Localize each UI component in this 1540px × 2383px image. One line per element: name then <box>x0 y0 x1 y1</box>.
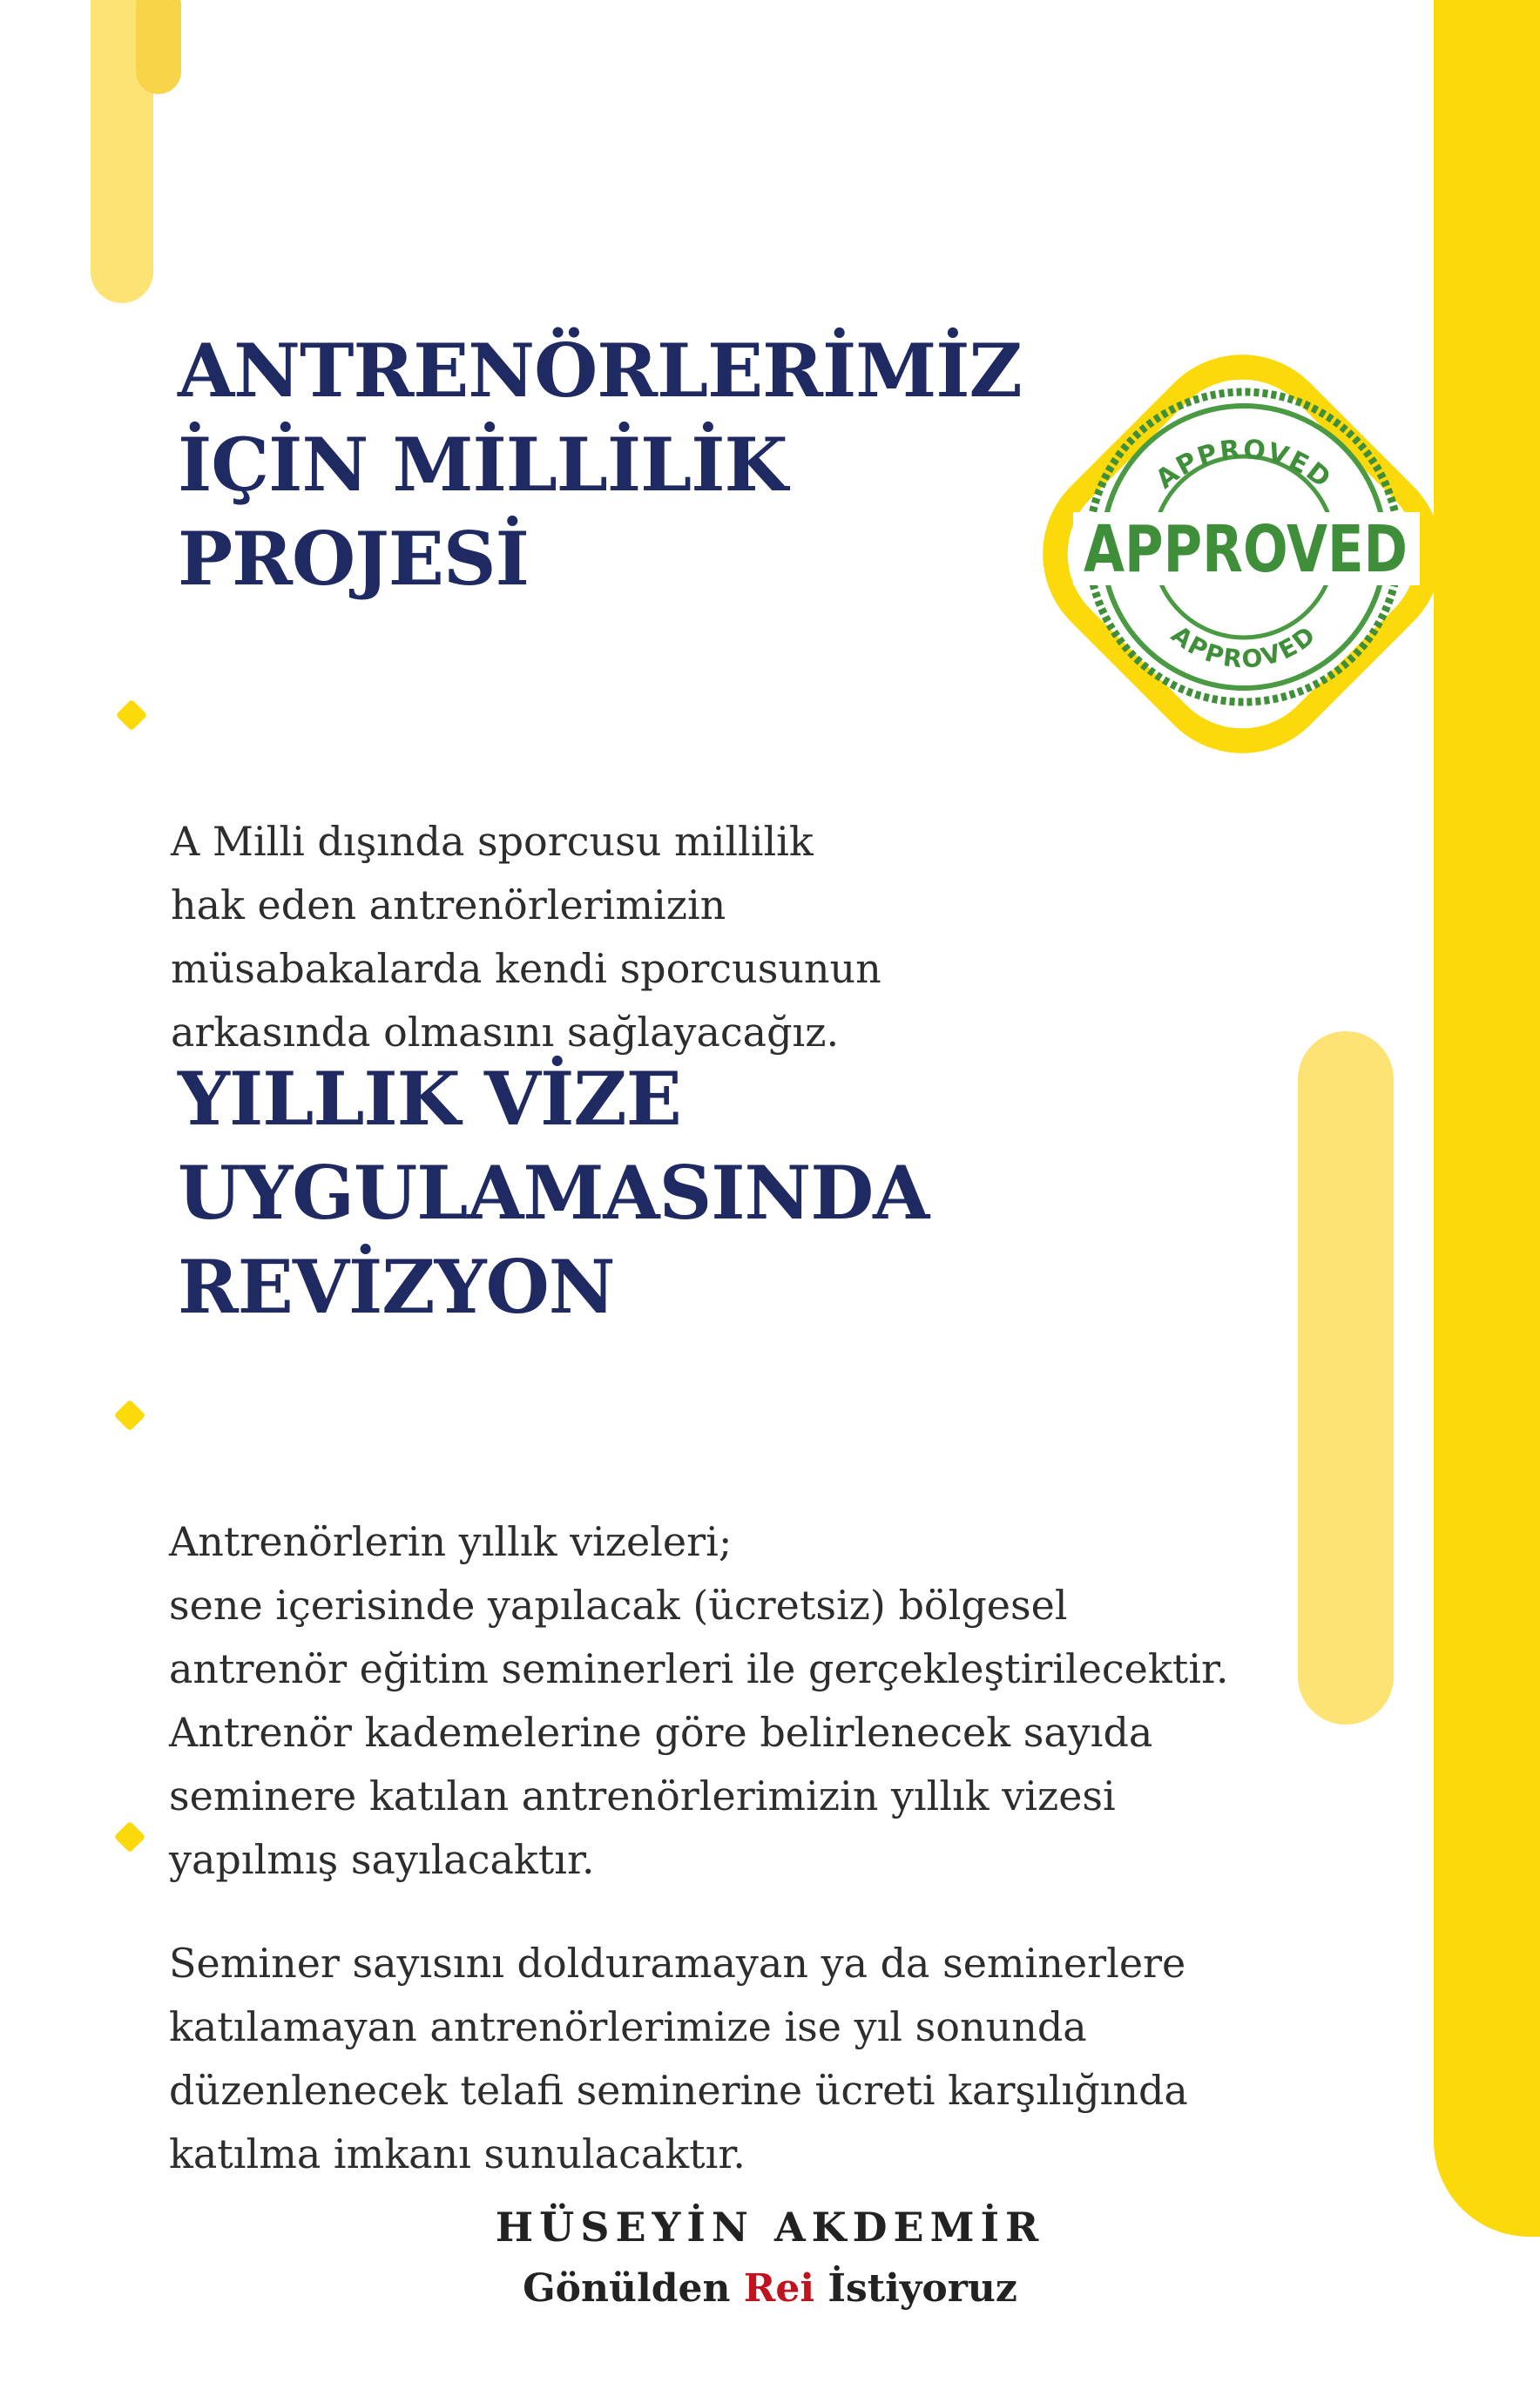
stamp-bottom-arc-text: APPROVED <box>1165 619 1322 674</box>
decorative-bar-top-left-inner <box>136 0 181 94</box>
footer-slogan-accent: Rei <box>743 2266 815 2311</box>
decorative-bar-right-middle <box>1298 1031 1394 1725</box>
stamp-center-text: APPROVED <box>1084 512 1408 587</box>
diamond-bullet-icon <box>114 1400 146 1432</box>
footer-slogan-part-1: Gönülden <box>523 2266 744 2311</box>
footer-author-name: HÜSEYİN AKDEMİR <box>495 2204 1045 2251</box>
footer <box>0 2204 1540 2311</box>
diamond-bullet-icon <box>116 699 148 732</box>
section-2-bullet-1-text: Antrenörlerin yıllık vizeleri; sene içerisinde yapılacak (ücretsiz) bölgesel antrenör eğitim seminerleri ile gerçekleştirilecektir. Antrenör kademelerine göre belirlenecek sayıda seminere katılan antrenörlerimizin yıllık vizesi yapılmış sayılacaktır. <box>169 1518 1229 1883</box>
approved-stamp-badge <box>998 310 1486 798</box>
section-2-bullet-2 <box>169 1805 1188 2186</box>
stamp-top-arc-text: APPROVED <box>1150 434 1338 496</box>
section-1-title: ANTRENÖRLERİMİZ İÇİN MİLLİLİK PROJESİ <box>178 327 1022 602</box>
section-2-bullet-2-text: Seminer sayısını dolduramayan ya da seminerlere katılamayan antrenörlerimize ise yıl sonunda düzenlenecek telafi seminerine ücreti karşılığında katılma imkanı sunulacaktır. <box>169 1940 1188 2177</box>
section-1-bullet-text: A Milli dışında sporcusu millilik hak eden antrenörlerimizin müsabakalarda kendi sporcusunun arkasında olmasını sağlayacağız. <box>171 818 881 1056</box>
footer-slogan <box>0 2266 1540 2311</box>
footer-slogan-part-2: İstiyoruz <box>814 2266 1017 2311</box>
section-1-bullet <box>171 683 881 1064</box>
diamond-bullet-icon <box>114 1821 146 1853</box>
section-2-title: YILLIK VİZE UYGULAMASINDA REVİZYON <box>178 1056 929 1330</box>
